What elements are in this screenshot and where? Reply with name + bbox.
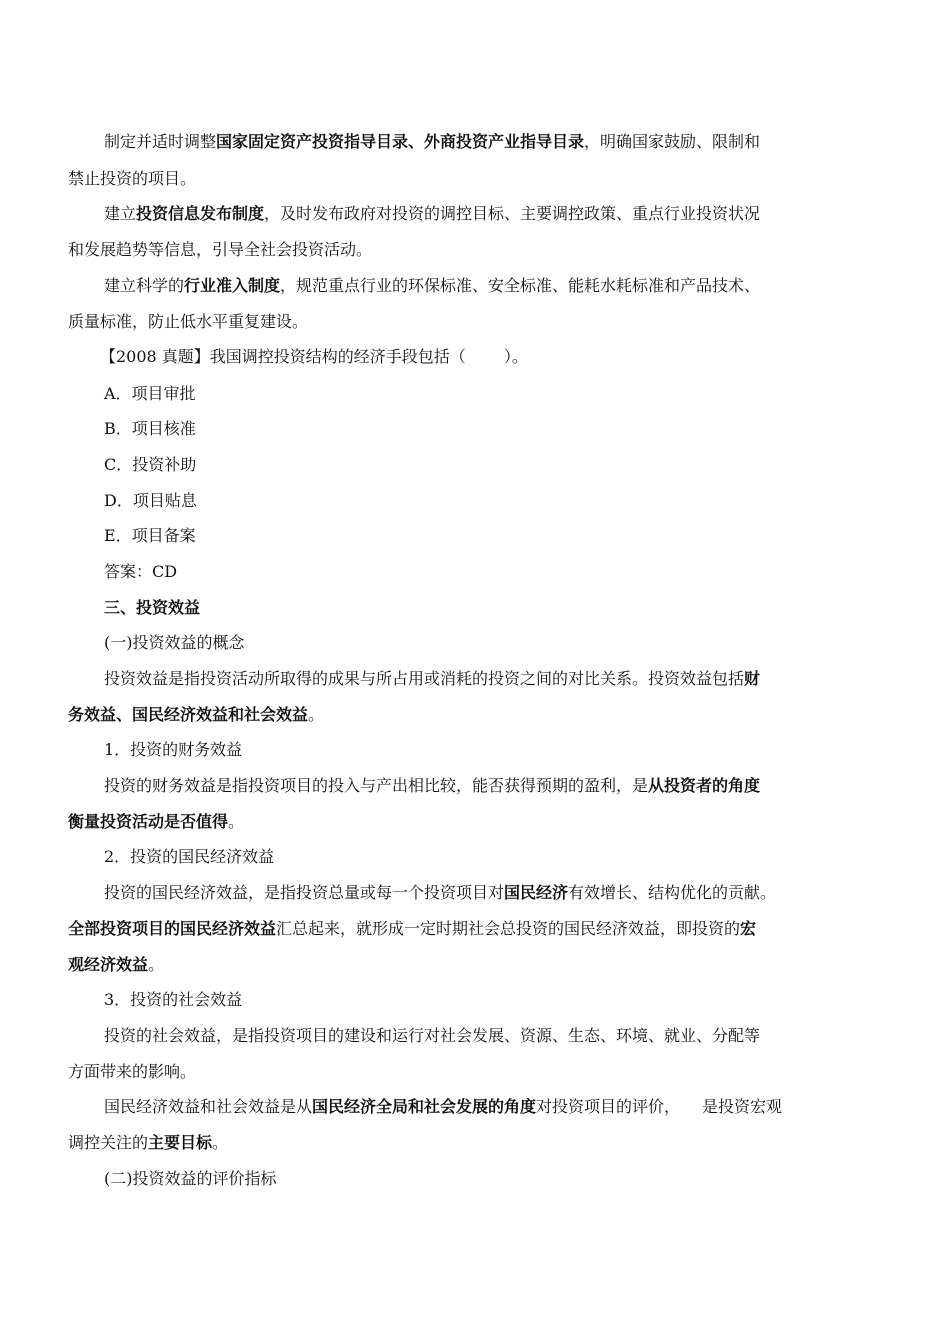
paragraph-industry-access-line2	[0, 307, 950, 337]
bold-text: 宏	[740, 919, 757, 938]
bold-text: 财	[744, 669, 761, 688]
paragraph-guidance-catalog-line1	[0, 127, 950, 157]
text: ，及时发布政府对投资的调控目标、主要调控政策、重点行业投资状况	[264, 204, 761, 223]
text: 。	[148, 955, 165, 974]
bold-text: 国民经济全局和社会发展的角度	[312, 1097, 537, 1116]
text: 投资的社会效益，是指投资项目的建设和运行对社会发展、资源、生态、环境、就业、分配等	[104, 1026, 761, 1045]
text: 投资的国民经济效益，是指投资总量或每一个投资项目对	[104, 883, 505, 902]
section-heading	[0, 593, 950, 623]
bold-text: 行业准入制度	[184, 276, 281, 295]
bold-text: 从投资者的角度	[648, 776, 761, 795]
text: ，规范重点行业的环保标准、安全标准、能耗水耗标准和产品技术、	[280, 276, 761, 295]
text: 对投资项目的评价，	[536, 1097, 681, 1116]
numbered-heading: 2．投资的国民经济效益	[104, 847, 275, 866]
paragraph-national-line3	[0, 950, 950, 980]
bold-text: 国民经济	[504, 883, 569, 902]
text: 。	[308, 705, 325, 724]
heading-national-economic-benefit	[0, 842, 950, 872]
text: 禁止投资的项目。	[68, 169, 197, 188]
paragraph-national-line2	[0, 914, 950, 944]
paragraph-industry-access-line1	[0, 271, 950, 301]
text: 有效增长、结构优化的贡献。	[568, 883, 777, 902]
subsection-heading-concept	[0, 628, 950, 658]
text: 建立	[104, 204, 137, 223]
answer-text: 答案：CD	[104, 562, 178, 581]
option-c	[0, 450, 950, 480]
exam-question	[0, 342, 950, 372]
bold-text: 全部投资项目的国民经济效益	[68, 919, 277, 938]
option-e	[0, 521, 950, 551]
text: 汇总起来，就形成一定时期社会总投资的国民经济效益，即投资的	[276, 919, 741, 938]
option-text: D．项目贴息	[104, 491, 197, 510]
paragraph-benefit-definition-line1	[0, 664, 950, 694]
paragraph-social-line2	[0, 1057, 950, 1087]
paragraph-benefit-definition-line2	[0, 700, 950, 730]
paragraph-macro-line2	[0, 1128, 950, 1158]
subsection-title: (二)投资效益的评价指标	[104, 1169, 277, 1188]
paragraph-info-release-line1	[0, 199, 950, 229]
text: 制定并适时调整	[104, 132, 217, 151]
paragraph-info-release-line2	[0, 235, 950, 265]
text: 。	[212, 1133, 229, 1152]
numbered-heading: 1．投资的财务效益	[104, 740, 243, 759]
text: 投资的财务效益是指投资项目的投入与产出相比较，能否获得预期的盈利，是	[104, 776, 649, 795]
subsection-heading-indicators	[0, 1164, 950, 1194]
option-text: A．项目审批	[104, 384, 196, 403]
text: 国民经济效益和社会效益是从	[104, 1097, 313, 1116]
text: 方面带来的影响。	[68, 1062, 197, 1081]
numbered-heading: 3．投资的社会效益	[104, 990, 243, 1009]
option-text: C．投资补助	[104, 455, 197, 474]
paragraph-financial-line1	[0, 771, 950, 801]
question-text: 【2008 真题】我国调控投资结构的经济手段包括（	[100, 347, 466, 366]
bold-text: 投资信息发布制度	[136, 204, 265, 223]
bold-text: 务效益、国民经济效益和社会效益	[68, 705, 309, 724]
bold-text: 国家固定资产投资指导目录、外商投资产业指导目录	[216, 132, 585, 151]
paragraph-social-line1	[0, 1021, 950, 1051]
option-b	[0, 414, 950, 444]
text: 建立科学的	[104, 276, 185, 295]
heading-financial-benefit	[0, 735, 950, 765]
option-text: B．项目核准	[104, 419, 196, 438]
heading-social-benefit	[0, 985, 950, 1015]
option-d	[0, 486, 950, 516]
text: ，明确国家鼓励、限制和	[584, 132, 761, 151]
paragraph-macro-line1	[0, 1092, 950, 1122]
answer	[0, 557, 950, 587]
option-a	[0, 379, 950, 409]
text: 调控关注的	[68, 1133, 149, 1152]
text: 。	[228, 812, 245, 831]
bold-text: 主要目标	[148, 1133, 213, 1152]
text: 和发展趋势等信息，引导全社会投资活动。	[68, 240, 373, 259]
subsection-title: (一)投资效益的概念	[104, 633, 245, 652]
paragraph-guidance-catalog-line2	[0, 164, 950, 194]
bold-text: 衡量投资活动是否值得	[68, 812, 229, 831]
section-title: 三、投资效益	[104, 598, 201, 617]
text: 投资效益是指投资活动所取得的成果与所占用或消耗的投资之间的对比关系。投资效益包括	[104, 669, 745, 688]
text: 质量标准，防止低水平重复建设。	[68, 312, 309, 331]
paragraph-national-line1	[0, 878, 950, 908]
question-text: ）。	[503, 347, 528, 366]
text: 是投资宏观	[702, 1097, 783, 1116]
option-text: E．项目备案	[104, 526, 196, 545]
paragraph-financial-line2	[0, 807, 950, 837]
bold-text: 观经济效益	[68, 955, 149, 974]
